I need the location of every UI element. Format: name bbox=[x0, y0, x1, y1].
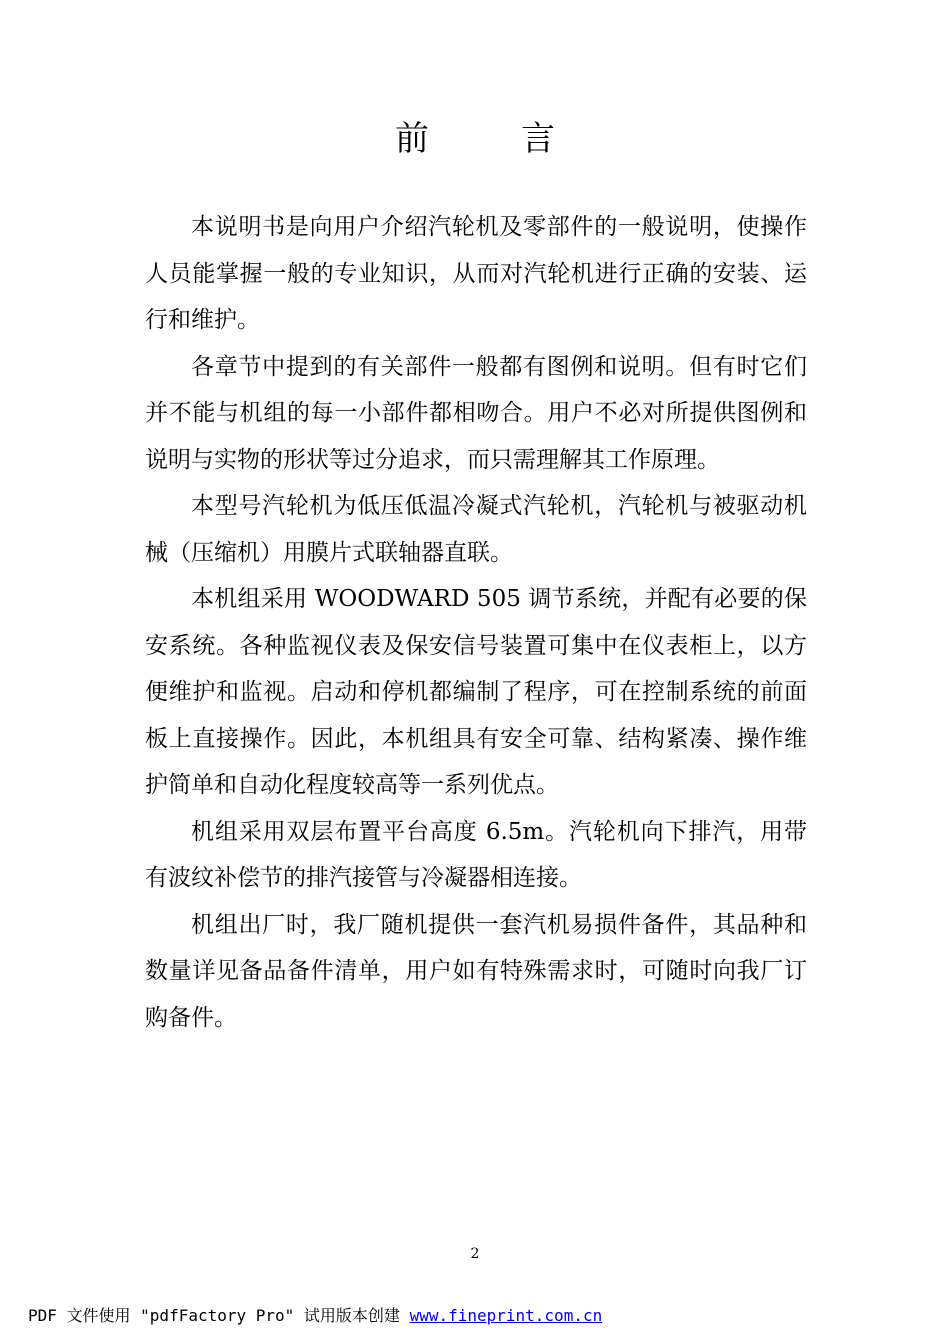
body-text bbox=[145, 204, 807, 1041]
paragraph-5: 机组采用双层布置平台高度 6.5m。汽轮机向下排汽，用带有波纹补偿节的排汽接管与冷凝器相连接。 bbox=[145, 818, 807, 891]
footer-link[interactable]: www.fineprint.com.cn bbox=[409, 1306, 603, 1325]
paragraph-3: 本型号汽轮机为低压低温冷凝式汽轮机，汽轮机与被驱动机械（压缩机）用膜片式联轴器直联。 bbox=[145, 493, 807, 566]
paragraph-4: 本机组采用 WOODWARD 505 调节系统，并配有必要的保安系统。各种监视仪表及保安信号装置可集中在仪表柜上，以方便维护和监视。启动和停机都编制了程序，可在控制系统的前面板上直接操作。因此，本机组具有安全可靠、结构紧凑、操作维护简单和自动化程度较高等一系列优点。 bbox=[145, 586, 807, 798]
paragraph-2: 各章节中提到的有关部件一般都有图例和说明。但有时它们并不能与机组的每一小部件都相吻合。用户不必对所提供图例和说明与实物的形状等过分追求，而只需理解其工作原理。 bbox=[145, 353, 807, 473]
page-number: 2 bbox=[470, 1246, 480, 1262]
paragraph-1: 本说明书是向用户介绍汽轮机及零部件的一般说明，使操作人员能掌握一般的专业知识，从而对汽轮机进行正确的安装、运行和维护。 bbox=[145, 214, 807, 333]
paragraph-6: 机组出厂时，我厂随机提供一套汽机易损件备件，其品种和数量详见备品备件清单，用户如有特殊需求时，可随时向我厂订购备件。 bbox=[145, 911, 807, 1031]
footer-text: PDF 文件使用 "pdfFactory Pro" 试用版本创建 bbox=[28, 1306, 410, 1325]
pdf-footer bbox=[28, 1305, 602, 1327]
page-title: 前言 bbox=[395, 119, 647, 159]
